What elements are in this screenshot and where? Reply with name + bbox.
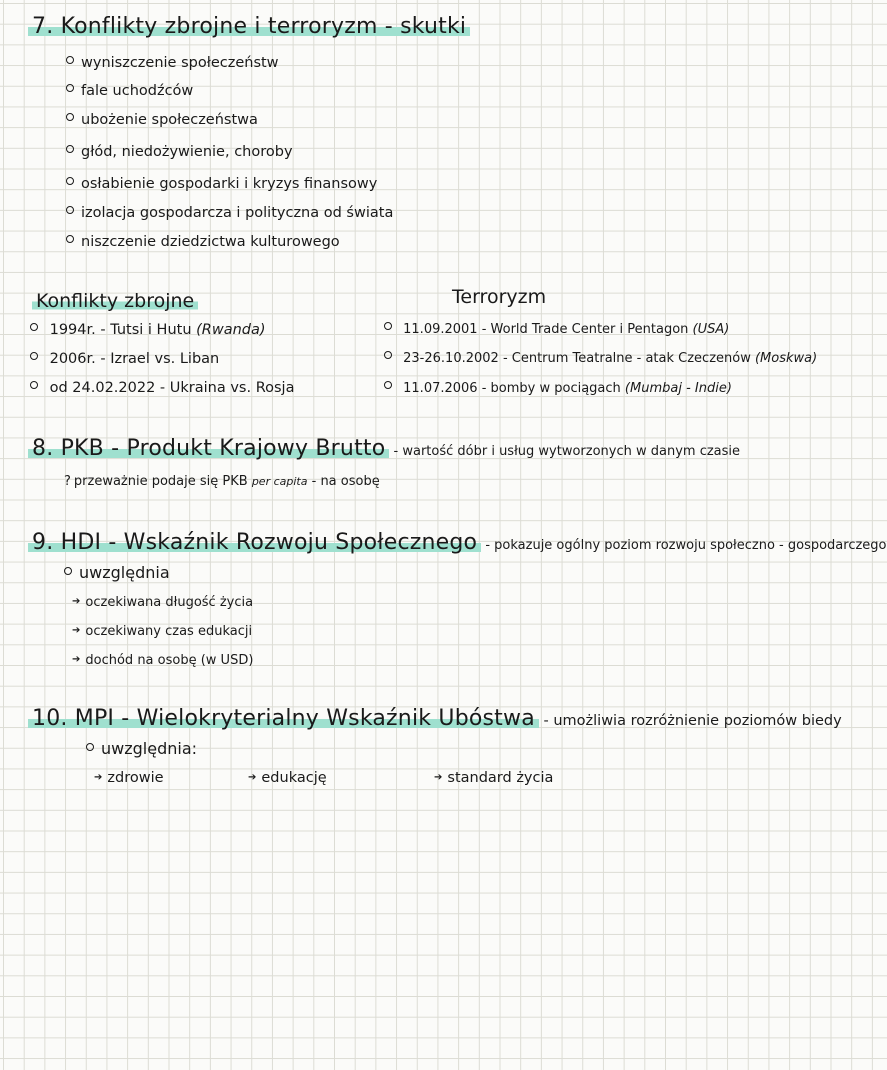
terror-item-place: (Mumbaj - Indie)	[624, 381, 732, 396]
list-item: ➔ standard życia	[434, 770, 553, 786]
section-10-title: 10. MPI - Wielokryterialny Wskaźnik Ubóstwa	[28, 706, 539, 731]
section-8-line	[32, 436, 740, 461]
terror-item-main: 23-26.10.2002 - Centrum Teatralne - atak Czeczenów	[403, 351, 755, 366]
section-9-line	[32, 530, 887, 555]
terror-title	[452, 286, 546, 308]
terror-item	[384, 351, 817, 366]
terror-item-main: 11.09.2001 - World Trade Center i Pentagon	[403, 322, 693, 337]
section-8-note-a: przeważnie podaje się PKB	[73, 474, 252, 489]
section-9-title: 9. HDI - Wskaźnik Rozwoju Społecznego	[28, 530, 481, 555]
conflict-item	[30, 380, 294, 396]
conflict-item	[30, 351, 219, 367]
list-item: ➔ dochód na osobę (w USD)	[72, 653, 253, 668]
list-item: osłabienie gospodarki i kryzys finansowy	[66, 176, 377, 192]
section-10-desc: - umożliwia rozróżnienie poziomów biedy	[538, 713, 842, 729]
conflict-item-main: 2006r. - Izrael vs. Liban	[49, 351, 220, 367]
section-9-desc: - pokazuje ogólny poziom rozwoju społeczno - gospodarczego	[481, 538, 887, 553]
list-item: ➔ oczekiwany czas edukacji	[72, 624, 252, 639]
terror-title-text: Terroryzm	[452, 286, 547, 308]
list-item: głód, niedożywienie, choroby	[66, 144, 293, 160]
section-8-note-b: per capita	[251, 475, 308, 488]
section-7-title	[32, 14, 470, 39]
terror-item	[384, 381, 732, 396]
section-9-sub: uwzględnia	[64, 563, 170, 582]
list-item: niszczenie dziedzictwa kulturowego	[66, 234, 340, 250]
list-item: ➔ edukację	[248, 770, 327, 786]
section-8-desc: - wartość dóbr i usług wytworzonych w danym czasie	[389, 444, 741, 459]
section-10-line	[32, 706, 842, 731]
list-item: ubożenie społeczeństwa	[66, 112, 258, 128]
terror-item	[384, 322, 729, 337]
terror-item-place: (Moskwa)	[754, 351, 818, 366]
section-8-note-c: - na osobę	[307, 474, 380, 489]
section-10-sub: uwzględnia:	[86, 739, 197, 758]
section-8-note	[64, 474, 380, 489]
list-item: ➔ oczekiwana długość życia	[72, 595, 253, 610]
section-7-title-text: 7. Konflikty zbrojne i terroryzm - skutki	[28, 14, 470, 39]
conflicts-title	[36, 290, 198, 312]
question-mark-icon: ?	[64, 474, 71, 489]
terror-item-main: 11.07.2006 - bomby w pociągach	[403, 381, 625, 396]
list-item: izolacja gospodarcza i polityczna od świata	[66, 205, 393, 221]
conflict-item-place: (Rwanda)	[196, 322, 266, 338]
list-item: wyniszczenie społeczeństw	[66, 55, 279, 71]
terror-item-place: (USA)	[692, 322, 730, 337]
conflict-item	[30, 322, 266, 338]
list-item: ➔ zdrowie	[94, 770, 164, 786]
conflicts-title-text: Konflikty zbrojne	[32, 290, 198, 312]
conflict-item-main: 1994r. - Tutsi i Hutu	[49, 322, 197, 338]
conflict-item-main: od 24.02.2022 - Ukraina vs. Rosja	[49, 380, 295, 396]
list-item: fale uchodźców	[66, 83, 193, 99]
section-8-title: 8. PKB - Produkt Krajowy Brutto	[28, 436, 389, 461]
